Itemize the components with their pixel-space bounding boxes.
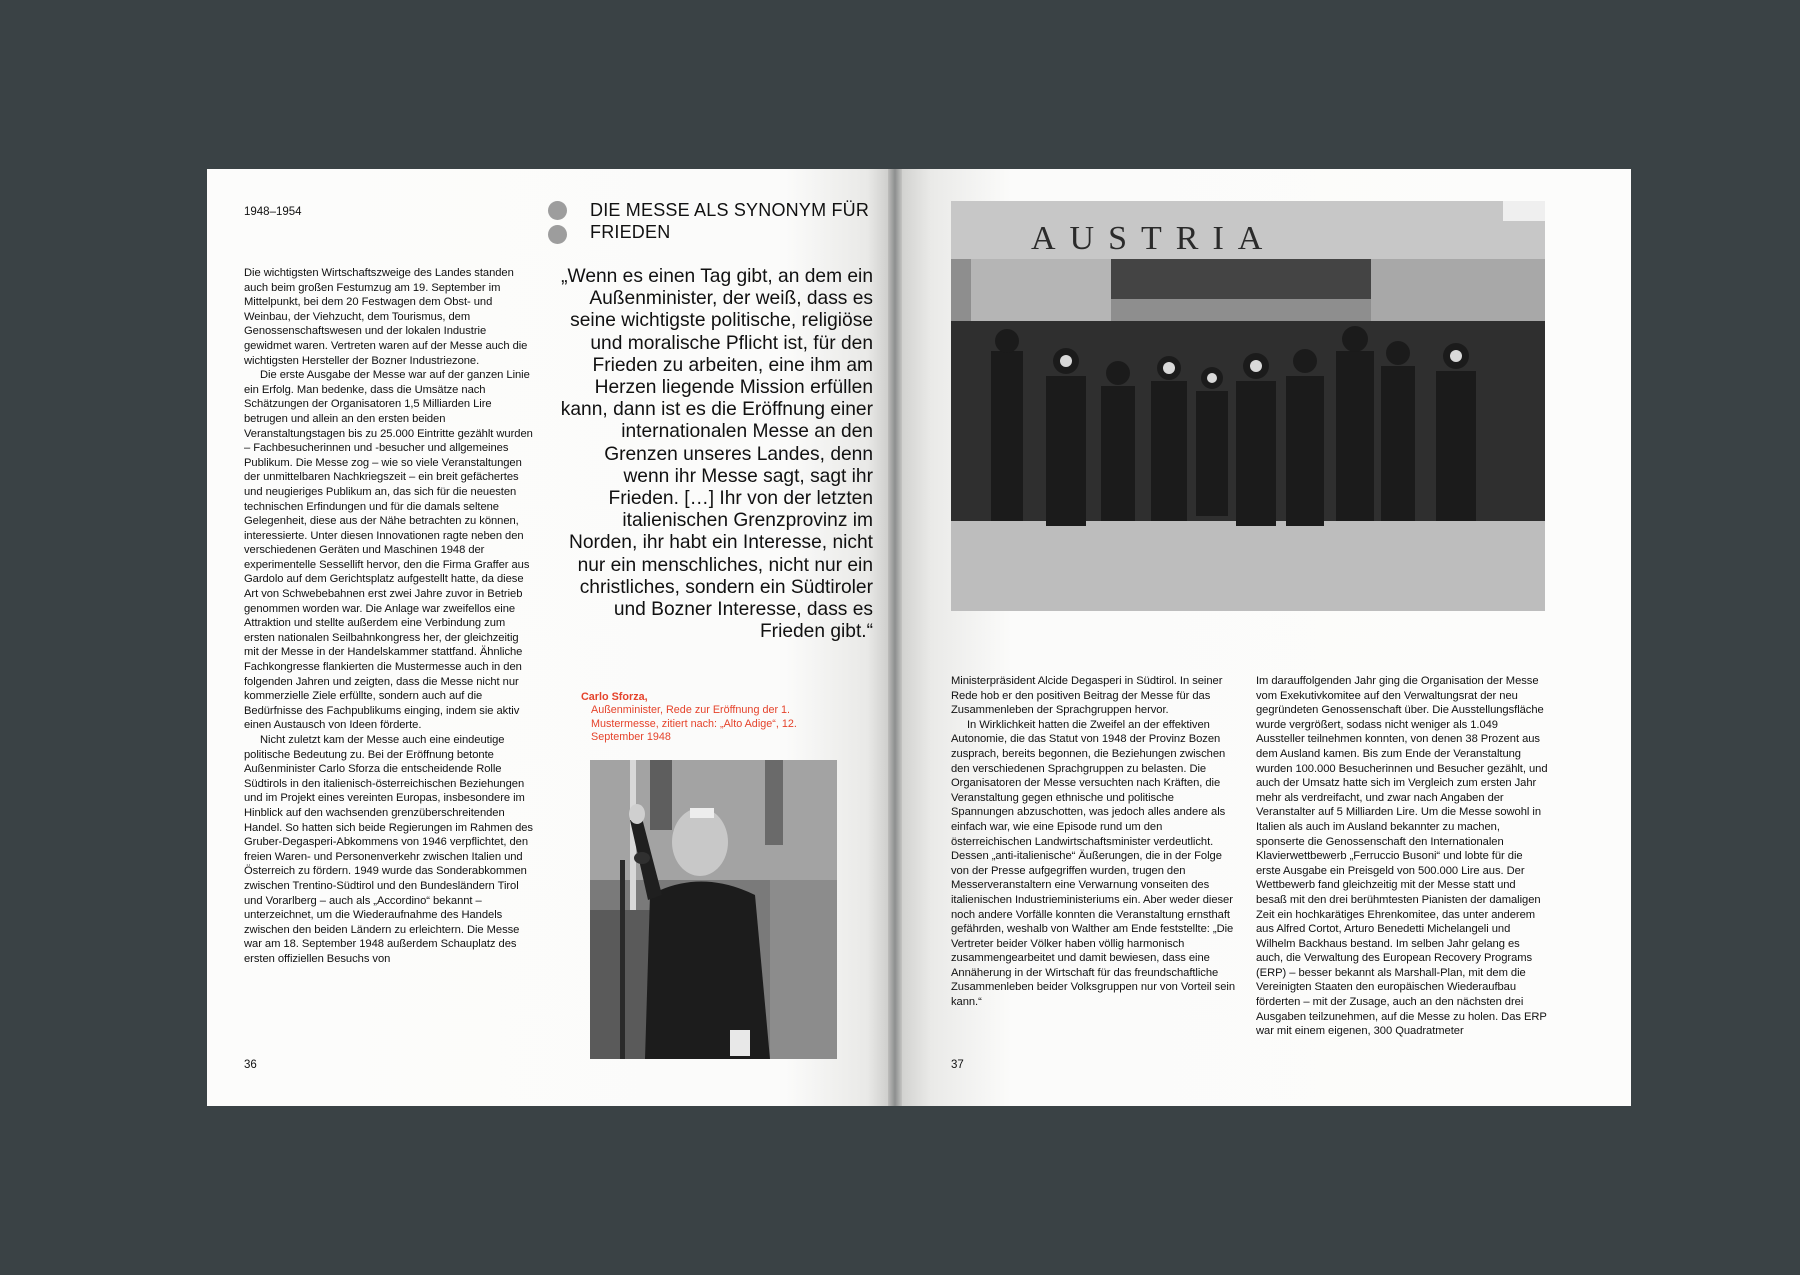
body-paragraph: Im darauffolgenden Jahr ging die Organisation der Messe vom Exekutivkomitee auf den Verwaltungsrat der neu gegründeten Genossenschaft über. Die Ausstellungsfläche wurde vergrößert, sodass nicht weniger als 1.049 Aussteller teilnehmen konnten, von denen 38 Prozent aus dem Ausland kamen. Bis zum Ende der Veranstaltung wurden 100.000 Besucherinnen und Besucher gezählt, und auch der Umsatz hatte sich im Vergleich zum ersten Jahr mehr als verdreifacht, und zwar nach Angaben der Veranstalter auf 5 Milliarden Lire. Um die Messe sowohl in Italien als auch im Ausland bekannter zu machen, sponserte die Genossenschaft den Internationalen Klavierwettbewerb „Ferruccio Busoni“ und lobte für die erste Ausgabe ein Preisgeld von 500.000 Lire aus. Der Wettbewerb fand gleichzeitig mit der Messe statt und besaß mit den drei berühmtesten Pianisten der damaligen Zeit ein hochkarätiges Ehrenkomitee, das unter anderem aus Alfred Cortot, Arturo Benedetti Michelangeli und Wilhelm Backhaus bestand. Im selben Jahr gelang es auch, die Verwaltung des European Recovery Programs (ERP) – besser bekannt als Marshall-Plan, mit dem die Vereinigten Staaten den europäischen Wiederaufbau förderten – mit der Zusage, auch an den nächsten drei Ausgaben teilzunehmen, auf die Messe zu holen. Das ERP war mit einem eigenen, 300 Quadratmeter [1256,675,1548,1038]
running-head: 1948–1954 [244,206,302,218]
body-paragraph: Die wichtigsten Wirtschaftszweige des Landes standen auch beim großen Festumzug am 19. September im Mittelpunkt, bei dem 20 Festwagen dem Obst- und Weinbau, der Viehzucht, dem Tourismus, dem Genossenschaftswesen und der lokalen Industrie gewidmet waren. Vertreten waren auf der Messe auch die wichtigsten Hersteller der Bozner Industriezone. [244,267,528,367]
section-marker [548,201,567,249]
body-paragraph: Ministerpräsident Alcide Degasperi in Südtirol. In seiner Rede hob er den positiven Beitrag der Messe für das Zusammenleben der Sprachgruppen hervor. [951,675,1223,717]
attribution-source: Außenminister, Rede zur Eröffnung der 1. Mustermesse, zitiert nach: „Alto Adige“, 12. September 1948 [591,704,797,744]
book-gutter [888,169,902,1106]
page-number: 36 [244,1059,257,1071]
grey-dot-icon [548,225,567,244]
attribution-name: Carlo Sforza, [581,691,648,703]
left-body-column [244,266,533,967]
body-paragraph: Die erste Ausgabe der Messe war auf der ganzen Linie ein Erfolg. Man bedenke, dass die Umsätze nach Schätzungen der Organisatoren 1,5 Milliarden Lire betrugen und allein an den ersten beiden Veranstaltungstagen bis zu 25.000 Eintritte gezählt wurden – Fachbesucherinnen und -besucher und allgemeines Publikum. Die Messe zog – wie so viele Veranstaltungen der unmittelbaren Nachkriegszeit – ein breit gefächertes und neugieriges Publikum an, das sich für die neuesten technischen Erfindungen und für die damals seltene Gelegenheit, diese aus der Nähe betrachten zu können, interessierte. Unter diesen Innovationen ragte neben den verschiedenen Geräten und Maschinen 1948 der experimentelle Sessellift hervor, den die Firma Graffer aus Gardolo auf dem Gerichtsplatz aufgestellt hatte, da diese Art von Schwebebahnen erst zwei Jahre zuvor in Betrieb genommen worden war. Die Anlage war zweifellos eine Attraktion und stellte außerdem eine Verbindung zum ersten nationalen Seilbahnkongress her, der gleichzeitig mit der Messe in der Handelskammer stattfand. Ähnliche Fachkongresse flankierten die Mustermesse auch in den folgenden Jahren und zeigten, dass die Messe nicht nur kommerzielle Ziele erfüllte, sondern auch auf die Bedürfnisse des Fachpublikums einging, indem sie aktiv einen Austausch von Ideen förderte. [244,369,533,732]
speaker-photo-illustration [590,760,837,1059]
historical-photo-speaker [590,760,837,1059]
body-paragraph: In Wirklichkeit hatten die Zweifel an der effektiven Autonomie, die das Statut von 1948 der Provinz Bozen zusprach, bereits begonnen, die Beziehungen zwischen den verschiedenen Sprachgruppen zu belasten. Die Organisatoren der Messe versuchten nach Kräften, die Veranstaltung gegen ethnische und politische Spannungen abzuschotten, was jedoch alles andere als einfach war, wie eine Episode rund um den österreichischen Landwirtschaftsminister verdeutlicht. Dessen „anti-italienische“ Äußerungen, die in der Folge von der Presse aufgegriffen wurden, trugen den Messerveranstaltern eine Verwarnung vonseiten des italienischen Industrieministeriums ein. Aber weder dieser noch andere Vorfälle konnten die Veranstaltung ernsthaft gefährden, weshalb von Walther am Ende feststellte: „Die Vertreter beider Völker haben völlig harmonisch zusammengearbeitet und damit bewiesen, dass eine Annäherung in der Wirtschaft für das freundschaftliche Zusammenleben beider Volksgruppen nur von Vorteil sein kann.“ [951,718,1235,1009]
section-title: DIE MESSE ALS SYNONYM FÜR FRIEDEN [590,200,870,242]
historical-photo-austria-pavilion [951,201,1545,611]
grey-dot-icon [548,201,567,220]
page-number: 37 [951,1059,964,1071]
pavilion-sign-text: AUSTRIA [1031,220,1277,257]
right-body-column-1 [951,674,1239,1010]
book-spread [207,169,1631,1106]
right-page [902,169,1631,1106]
pull-quote: „Wenn es einen Tag gibt, an dem ein Außenminister, der weiß, dass es seine wichtigste politische, religiöse und moralische Pflicht ist, für den Frieden zu arbeiten, eine ihm am Herzen liegende Mission erfüllen kann, dann ist es die Eröffnung einer internationalen Messe an den Grenzen unseres Landes, denn wenn ihr Messe sagt, sagt ihr Frieden. […] Ihr von der letzten italienischen Grenzprovinz im Norden, ihr habt ein Interesse, nicht nur ein menschliches, nicht nur ein christliches, sondern ein Südtiroler und Bozner Interesse, dass es Frieden gibt.“ [560,266,873,643]
body-paragraph: Nicht zuletzt kam der Messe auch eine eindeutige politische Bedeutung zu. Bei der Eröffnung betonte Außenminister Carlo Sforza die entscheidende Rolle Südtirols in den italienisch-österreichischen Beziehungen und im Projekt eines vereinten Europas, insbesondere im Hinblick auf den wachsenden grenzüberschreitenden Handel. So hatten sich beide Regierungen im Rahmen des Gruber-Degasperi-Abkommens von 1946 verpflichtet, den freien Waren- und Personenverkehr zwischen Italien und Österreich zu fördern. 1949 wurde das Sonderabkommen zwischen Trentino-Südtirol und den Bundesländern Tirol und Vorarlberg – auch als „Accordino“ bekannt – unterzeichnet, um die Wiederaufnahme des Handels zwischen den beiden Ländern zu erleichtern. Die Messe war am 18. September 1948 außerdem Schauplatz des ersten offiziellen Besuchs von [244,734,533,965]
pavilion-photo-illustration [951,201,1545,611]
left-page [207,169,888,1106]
right-body-column-2 [1256,674,1549,1039]
quote-attribution [581,691,821,745]
